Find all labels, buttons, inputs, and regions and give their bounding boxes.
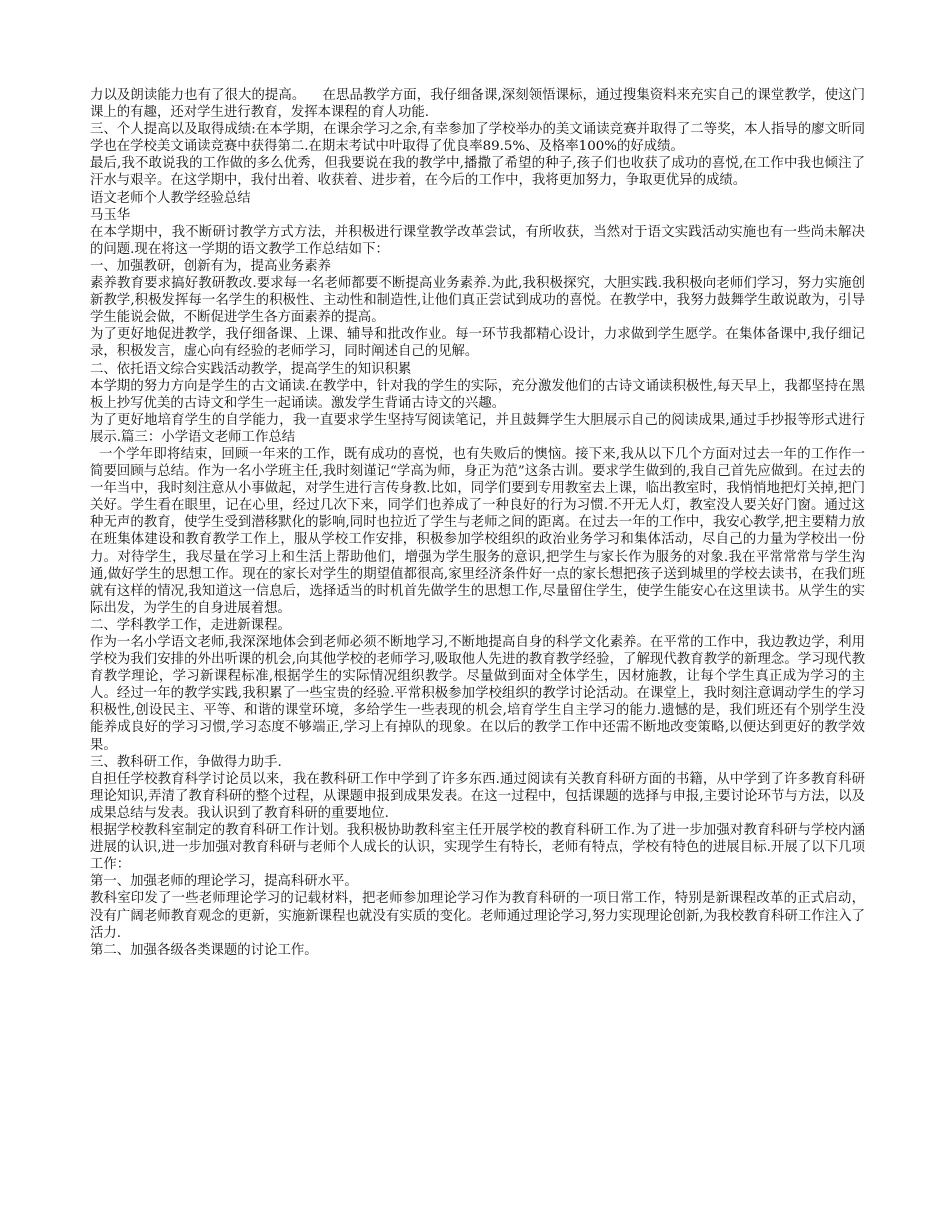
subsection-heading: 第一、加强老师的理论学习，提高科研水平。 <box>90 874 358 890</box>
paragraph: 最后,我不敢说我的工作做的多么优秀，但我要说在我的教学中,播撒了希望的种子,孩子们也收获了成功的喜悦,在工作中我也倾注了汗水与艰辛。在这学期中，我付出着、收获着、进步着，在今后的工作中，我将更加努力，争取更优异的成绩。 <box>90 156 865 189</box>
article-title: 语文老师个人教学经验总结 <box>90 190 251 206</box>
section-heading: 二、依托语文综合实践活动教学，提高学生的知识积累 <box>90 361 412 377</box>
paragraph: 自担任学校教育科学讨论员以来，我在教科研工作中学到了许多东西.通过阅读有关教育科研方面的书籍，从中学到了许多教育科研理论知识,弄清了教育科研的整个过程，从课题申报到成果发表。在这一过程中，包括课题的选择与申报,主要讨论环节与方法，以及成果总结与发表。我认识到了教育科研的重要地位. <box>90 771 865 821</box>
section-heading: 三、教科研工作，争做得力助手. <box>90 754 282 770</box>
paragraph: 为了更好地促进教学，我仔细备课、上课、辅导和批改作业。每一环节我都精心设计，力求做到学生愿学。在集体备课中,我仔细记录，积极发言，虚心向有经验的老师学习，同时阐述自己的见解。 <box>90 327 865 360</box>
paragraph: 在本学期中，我不断研讨教学方式方法，并积极进行课堂教学改革尝试，有所收获，当然对于语文实践活动实施也有一些尚未解决的问题.现在将这一学期的语文教学工作总结如下： <box>90 224 865 257</box>
document-body <box>90 87 865 959</box>
section-heading: 二、学科教学工作，走进新课程。 <box>90 617 291 633</box>
subsection-heading: 第二、加强各级各类课题的讨论工作。 <box>90 942 318 958</box>
paragraph: 根据学校教科室制定的教育科研工作计划。我积极协助教科室主任开展学校的教育科研工作.为了进一步加强对教育科研与学校内涵进展的认识,进一步加强对教育科研与老师个人成长的认识，实现学生有特长，老师有特点，学校有特色的进展目标.开展了以下几项工作： <box>90 823 865 873</box>
paragraph: 作为一名小学语文老师,我深深地体会到老师必须不断地学习,不断地提高自身的科学文化素养。在平常的工作中，我边教边学，利用学校为我们安排的外出听课的机会,向其他学校的老师学习,吸取他人先进的教育教学经验，了解现代教育教学的新理念。学习现代教育教学理论，学习新课程标准,根据学生的实际情况组织教学。尽量做到面对全体学生，因材施教，让每个学生真正成为学习的主人。经过一年的教学实践,我积累了一些宝贵的经验.平常积极参加学校组织的教学讨论活动。在课堂上，我时刻注意调动学生的学习积极性,创设民主、平等、和谐的课堂环境，多给学生一些表现的机会,培育学生自主学习的能力.遗憾的是，我们班还有个别学生没能养成良好的学习习惯,学习态度不够端正,学习上有掉队的现象。在以后的教学工作中还需不断地改变策略,以便达到更好的教学效果。 <box>90 635 865 753</box>
paragraph: 教科室印发了一些老师理论学习的记载材料，把老师参加理论学习作为教育科研的一项日常工作，特别是新课程改革的正式启动，没有广阔老师教育观念的更新，实施新课程也就没有实质的变化。老师通过理论学习,努力实现理论创新,为我校教育科研工作注入了活力. <box>90 891 865 941</box>
author-name: 马玉华 <box>90 207 131 223</box>
paragraph: 力以及朗读能力也有了很大的提高。 在思品教学方面，我仔细备课,深刻领悟课标，通过搜集资料来充实自己的课堂教学，使这门课上的有趣，还对学生进行教育，发挥本课程的育人功能. <box>90 88 865 121</box>
paragraph: 三、个人提高以及取得成绩:在本学期，在课余学习之余,有幸参加了学校举办的美文诵读竞赛并取得了二等奖，本人指导的廖文昕同学也在学校美文诵读竞赛中获得第二.在期末考试中叶取得了优良率89.5%、及格率100%的好成绩。 <box>90 122 865 155</box>
section-heading: 一、加强教研，创新有为，提高业务素养 <box>90 258 332 274</box>
paragraph: 本学期的努力方向是学生的古文诵读.在教学中，针对我的学生的实际，充分激发他们的古诗文诵读积极性,每天早上，我都坚持在黑板上抄写优美的古诗文和学生一起诵读。激发学生背诵古诗文的兴趣。 <box>90 378 865 411</box>
paragraph: 为了更好地培育学生的自学能力，我一直要求学生坚持写阅读笔记，并且鼓舞学生大胆展示自己的阅读成果,通过手抄报等形式进行展示.篇三：小学语文老师工作总结 <box>90 412 865 445</box>
paragraph: 一个学年即将结束，回顾一年来的工作，既有成功的喜悦，也有失败后的懊恼。接下来,我从以下几个方面对过去一年的工作作一简要回顾与总结。作为一名小学班主任,我时刻谨记“学高为师，身正为范”这条古训。要求学生做到的,我自己首先应做到。在过去的一年当中，我时刻注意从小事做起，对学生进行言传身教.比如，同学们要到专用教室去上课，临出教室时，我悄悄地把灯关掉,把门关好。学生看在眼里，记在心里，经过几次下来，同学们也养成了一种良好的行为习惯.不开无人灯，教室没人要关好门窗。通过这种无声的教育，使学生受到潜移默化的影响,同时也拉近了学生与老师之间的距离。在过去一年的工作中，我安心教学,把主要精力放在班集体建设和教育教学工作上，服从学校工作安排，积极参加学校组织的政治业务学习和集体活动，尽自己的力量为学校出一份力。对待学生，我尽量在学习上和生活上帮助他们，增强为学生服务的意识,把学生与家长作为服务的对象.我在平常常常与学生沟通,做好学生的思想工作。现在的家长对学生的期望值都很高,家里经济条件好一点的家长想把孩子送到城里的学校去读书，在我们班就有这样的情况,我知道这一信息后，选择适当的时机首先做学生的思想工作,尽量留住学生，使学生能安心在这里读书。从学生的实际出发，为学生的自身进展着想。 <box>90 446 865 616</box>
paragraph: 素养教育要求搞好教研教改.要求每一名老师都要不断提高业务素养.为此,我积极探究，大胆实践.我积极向老师们学习，努力实施创新教学,积极发挥每一名学生的积极性、主动性和制造性,让他们真正尝试到成功的喜悦。在教学中，我努力鼓舞学生敢说敢为，引导学生能说会做，不断促进学生各方面素养的提高。 <box>90 276 865 326</box>
